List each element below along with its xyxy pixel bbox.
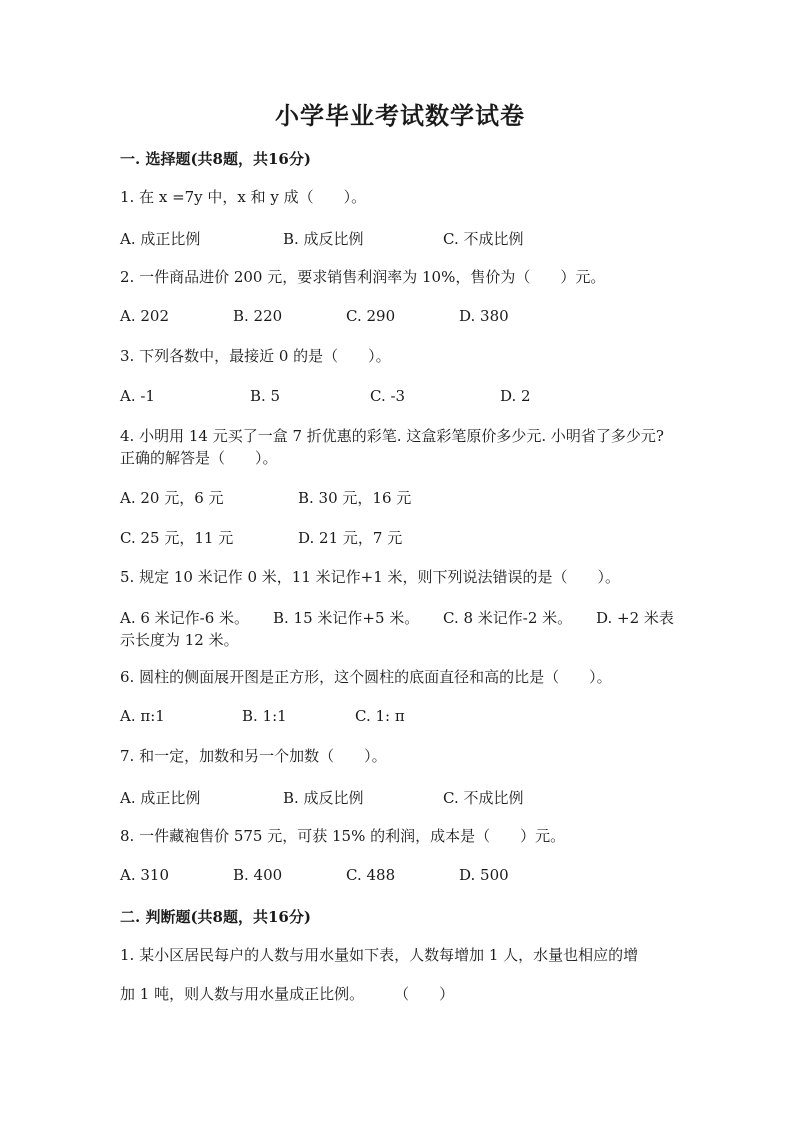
- page-title: 小学毕业考试数学试卷: [275, 101, 525, 130]
- q8-option-c: C. 488: [346, 866, 396, 884]
- q4-option-b: B. 30 元，16 元: [298, 489, 412, 507]
- section-heading-choice: 一. 选择题(共8题，共16分): [120, 150, 311, 168]
- q5-option-c: C. 8 米记作-2 米。: [443, 609, 573, 627]
- q7-option-b: B. 成反比例: [283, 789, 364, 807]
- question-1-stem: 1. 在 x =7y 中，x 和 y 成（ ）。: [120, 188, 367, 206]
- q8-option-d: D. 500: [459, 866, 509, 884]
- q8-option-a: A. 310: [120, 866, 169, 884]
- q6-option-b: B. 1:1: [242, 707, 287, 725]
- q1-option-a: A. 成正比例: [120, 230, 201, 248]
- question-5-stem: 5. 规定 10 米记作 0 米，11 米记作+1 米，则下列说法错误的是（ ）。: [120, 568, 621, 586]
- q2-option-a: A. 202: [120, 307, 169, 325]
- question-6-stem: 6. 圆柱的侧面展开图是正方形，这个圆柱的底面直径和高的比是（ ）。: [120, 668, 612, 686]
- q5-option-d: D. +2 米表: [596, 609, 674, 627]
- section-heading-judgment: 二. 判断题(共8题，共16分): [120, 908, 311, 926]
- question-4-stem-line1: 4. 小明用 14 元买了一盒 7 折优惠的彩笔. 这盒彩笔原价多少元. 小明省了多少元?: [120, 427, 664, 445]
- q2-option-c: C. 290: [346, 307, 396, 325]
- question-7-stem: 7. 和一定，加数和另一个加数（ ）。: [120, 747, 387, 765]
- judgment-1-line1: 1. 某小区居民每户的人数与用水量如下表，人数每增加 1 人，水量也相应的增: [120, 946, 639, 964]
- q3-option-c: C. -3: [370, 387, 406, 405]
- q5-option-a: A. 6 米记作-6 米。: [120, 609, 250, 627]
- q3-option-a: A. -1: [120, 387, 155, 405]
- q8-option-b: B. 400: [233, 866, 283, 884]
- q3-option-d: D. 2: [500, 387, 531, 405]
- question-4-stem-line2: 正确的解答是（ ）。: [120, 449, 278, 467]
- q7-option-a: A. 成正比例: [120, 789, 201, 807]
- q2-option-d: D. 380: [459, 307, 509, 325]
- q1-option-b: B. 成反比例: [283, 230, 364, 248]
- q1-option-c: C. 不成比例: [443, 230, 524, 248]
- q3-option-b: B. 5: [250, 387, 281, 405]
- q5-option-d-continued: 示长度为 12 米。: [120, 631, 239, 649]
- q4-option-a: A. 20 元，6 元: [120, 489, 224, 507]
- q5-option-b: B. 15 米记作+5 米。: [273, 609, 420, 627]
- question-2-stem: 2. 一件商品进价 200 元，要求销售利润率为 10%，售价为（ ）元。: [120, 268, 606, 286]
- q7-option-c: C. 不成比例: [443, 789, 524, 807]
- q6-option-a: A. π:1: [120, 707, 165, 725]
- judgment-1-line2: 加 1 吨，则人数与用水量成正比例。 （ ）: [120, 985, 455, 1003]
- q4-option-c: C. 25 元，11 元: [120, 529, 234, 547]
- question-3-stem: 3. 下列各数中，最接近 0 的是（ ）。: [120, 347, 391, 365]
- question-8-stem: 8. 一件藏袍售价 575 元，可获 15% 的利润，成本是（ ）元。: [120, 827, 566, 845]
- q2-option-b: B. 220: [233, 307, 283, 325]
- q4-option-d: D. 21 元，7 元: [298, 529, 403, 547]
- q6-option-c: C. 1: π: [355, 707, 405, 725]
